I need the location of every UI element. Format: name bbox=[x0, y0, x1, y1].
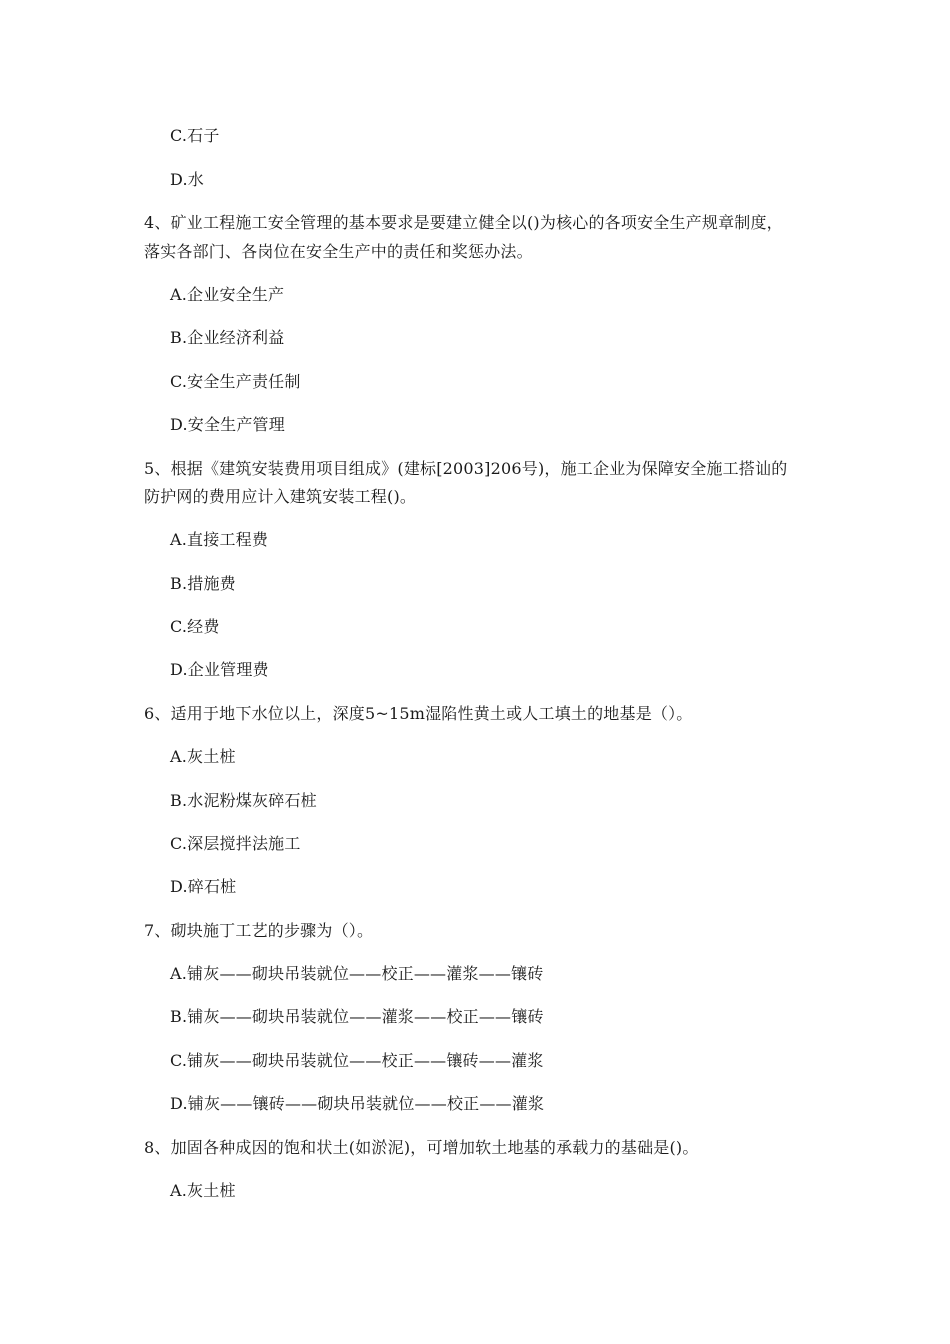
question-8-option-a: A.灰土桩 bbox=[170, 1181, 236, 1200]
question-6-option-a: A.灰土桩 bbox=[170, 747, 236, 766]
question-7-option-c: C.铺灰——砌块吊装就位——校正——镶砖——灌浆 bbox=[170, 1051, 544, 1070]
question-6-option-d: D.碎石桩 bbox=[170, 877, 237, 896]
question-7-line-1: 7、砌块施丁工艺的步骤为（）。 bbox=[144, 921, 374, 940]
question-5-line-1: 5、根据《建筑安装费用项目组成》(建标[2003]206号)，施工企业为保障安全施工搭讪的 bbox=[144, 459, 788, 478]
option-prev-d: D.水 bbox=[170, 170, 204, 189]
question-7-option-a: A.铺灰——砌块吊装就位——校正——灌浆——镶砖 bbox=[170, 964, 544, 983]
question-4-line-2: 落实各部门、各岗位在安全生产中的责任和奖惩办法。 bbox=[144, 242, 533, 261]
question-6-option-b: B.水泥粉煤灰碎石桩 bbox=[170, 791, 317, 810]
option-prev-c: C.石子 bbox=[170, 126, 220, 145]
question-4-option-d: D.安全生产管理 bbox=[170, 415, 285, 434]
question-7-option-b: B.铺灰——砌块吊装就位——灌浆——校正——镶砖 bbox=[170, 1007, 544, 1026]
question-6-line-1: 6、适用于地下水位以上，深度5~15m湿陷性黄土或人工填土的地基是（）。 bbox=[144, 704, 693, 723]
question-6-option-c: C.深层搅拌法施工 bbox=[170, 834, 301, 853]
question-5-line-2: 防护网的费用应计入建筑安装工程()。 bbox=[144, 487, 417, 506]
question-4-option-b: B.企业经济利益 bbox=[170, 328, 285, 347]
question-5-option-a: A.直接工程费 bbox=[170, 530, 269, 549]
question-7-option-d: D.铺灰——镶砖——砌块吊装就位——校正——灌浆 bbox=[170, 1094, 545, 1113]
question-8-line-1: 8、加固各种成因的饱和状土(如淤泥)，可增加软土地基的承载力的基础是()。 bbox=[144, 1138, 699, 1157]
question-5-option-b: B.措施费 bbox=[170, 574, 236, 593]
question-5-option-d: D.企业管理费 bbox=[170, 660, 269, 679]
question-4-option-a: A.企业安全生产 bbox=[170, 285, 285, 304]
question-4-option-c: C.安全生产责任制 bbox=[170, 372, 301, 391]
question-5-option-c: C.经费 bbox=[170, 617, 220, 636]
question-4-line-1: 4、矿业工程施工安全管理的基本要求是要建立健全以()为核心的各项安全生产规章制度， bbox=[144, 213, 783, 232]
